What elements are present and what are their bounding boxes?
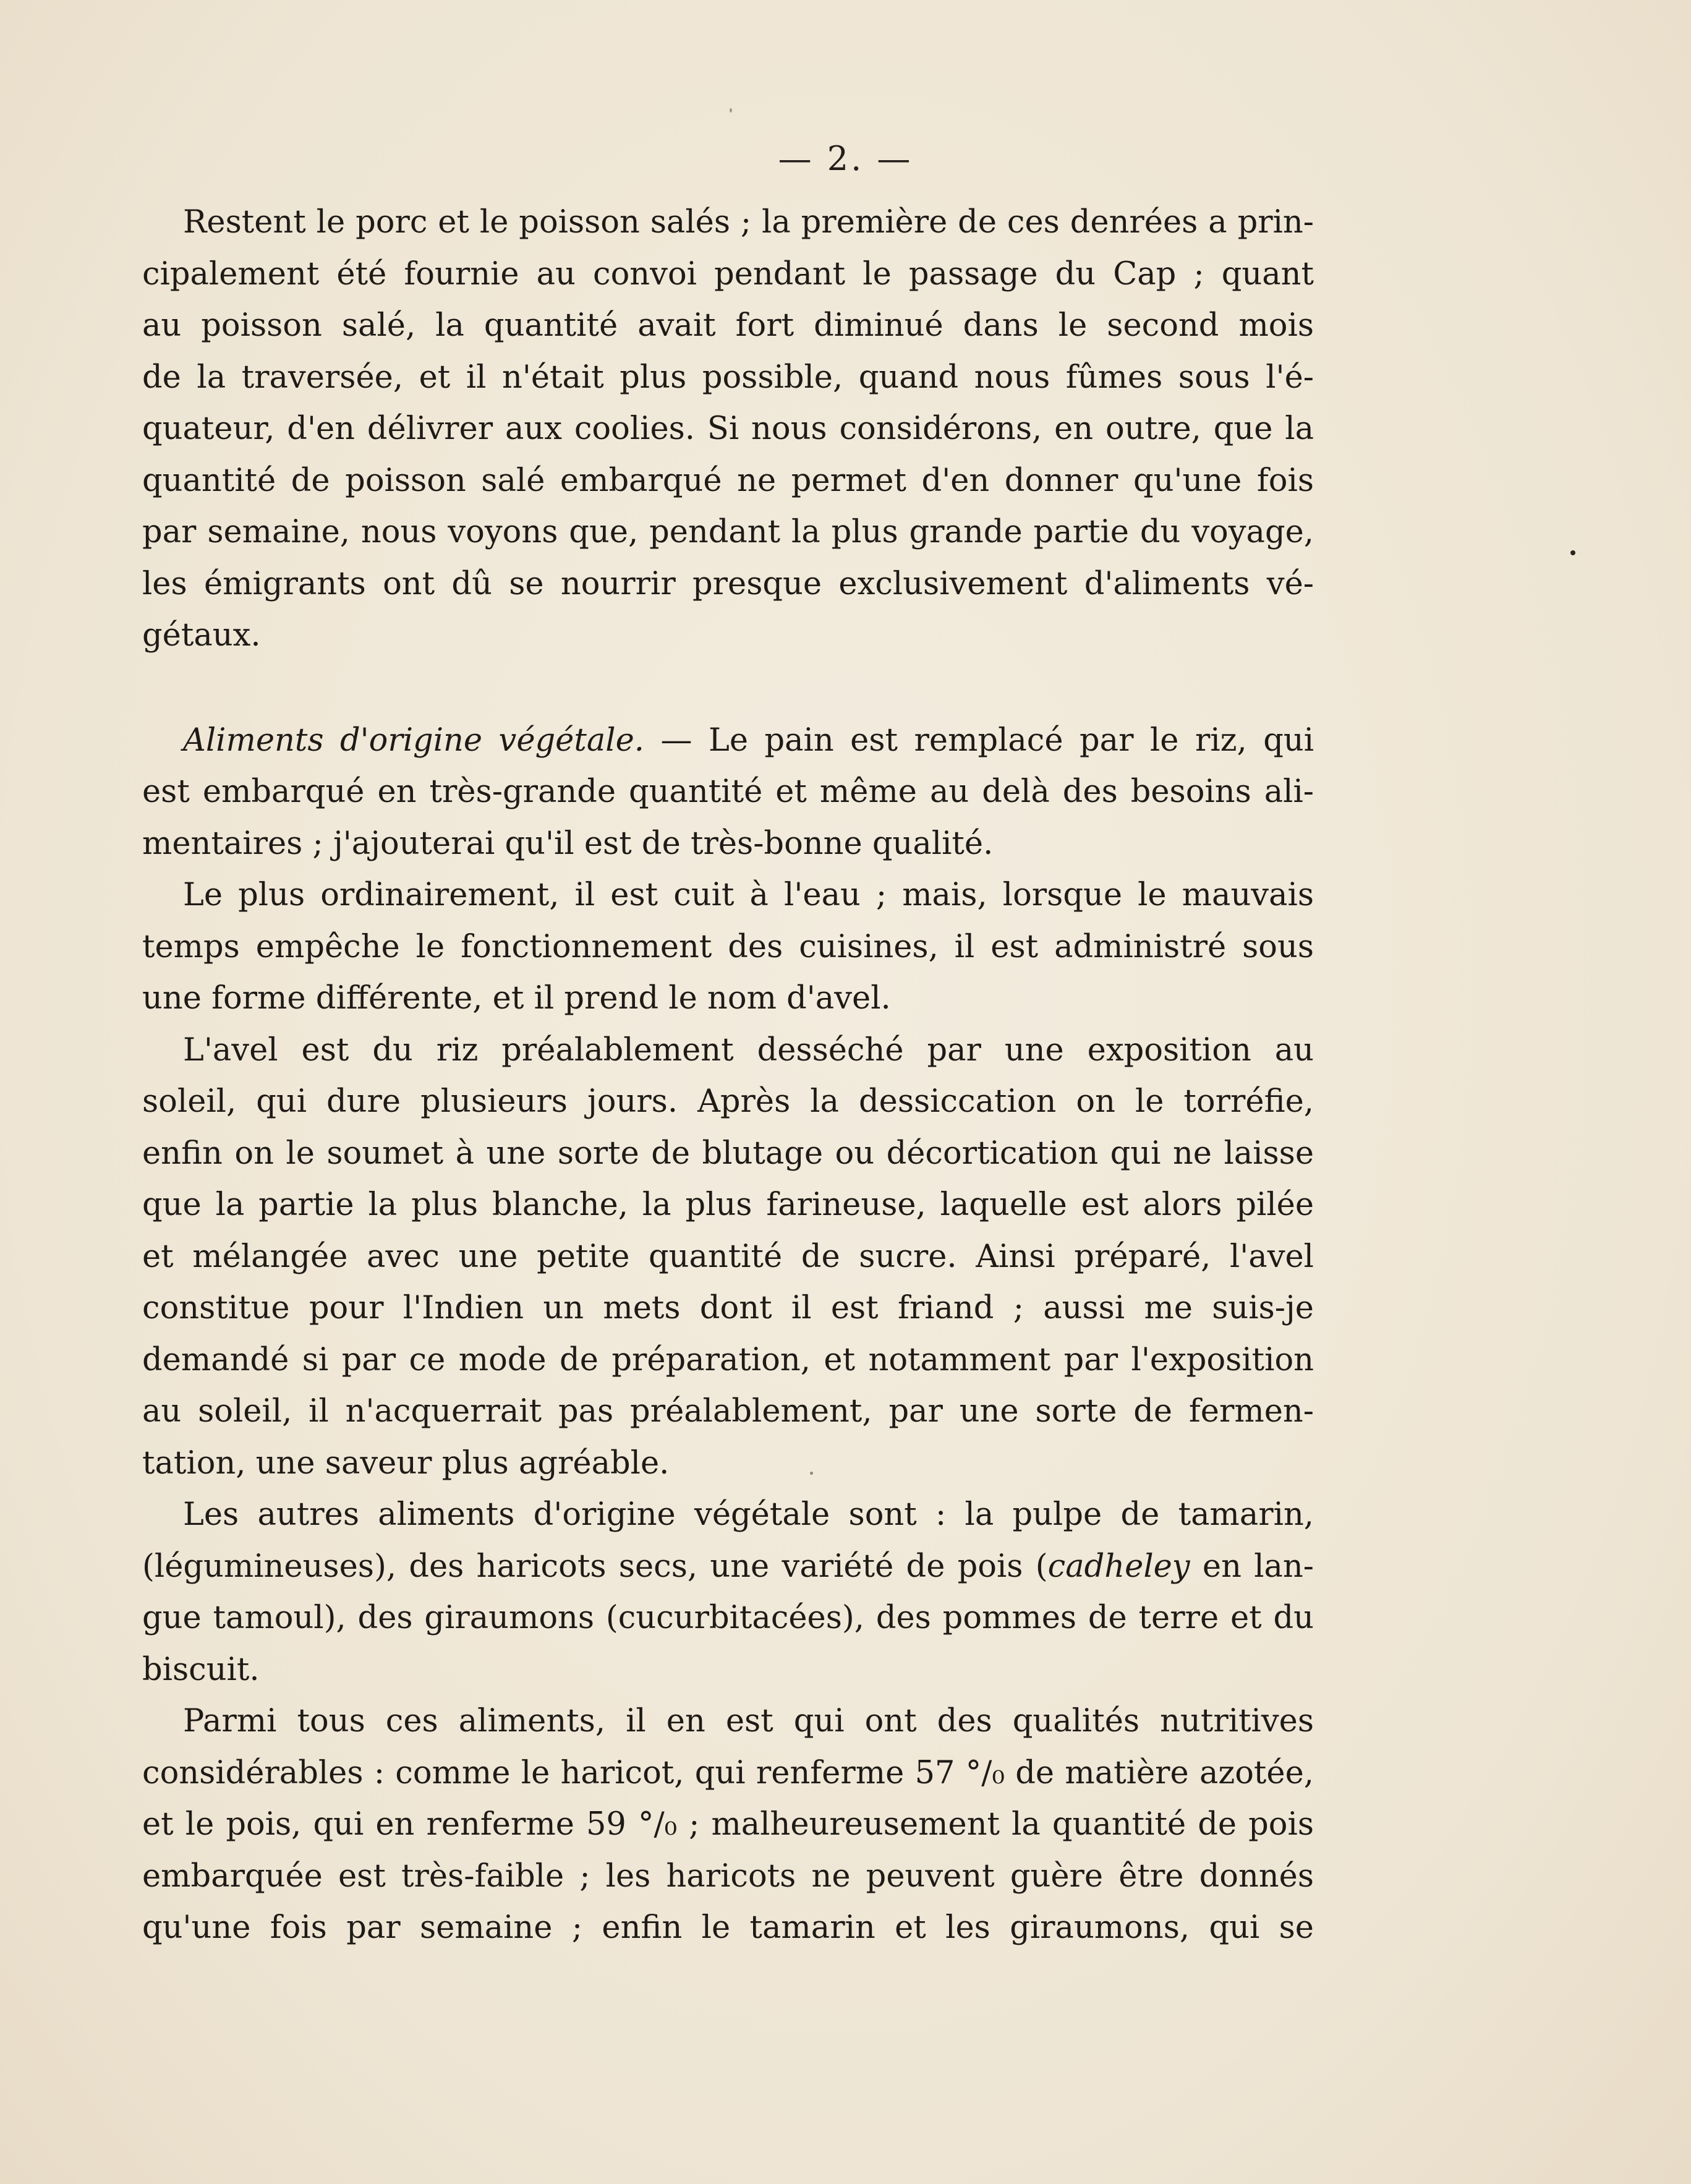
text-line: au soleil, il n'acquerrait pas préalablement, par une sorte de fermen-: [142, 1393, 1314, 1430]
section-heading: Aliments d'origine végétale.: [183, 722, 644, 759]
text-line: Parmi tous ces aliments, il en est qui ont des qualités nutritives: [183, 1703, 1314, 1739]
text-line: embarquée est très-faible ; les haricots ne peuvent guère être donnés: [142, 1858, 1314, 1895]
text-line: considérables : comme le haricot, qui renferme 57 °/₀ de matière azotée,: [142, 1754, 1314, 1791]
paragraph: [142, 715, 1314, 870]
ink-speck: [810, 1472, 813, 1475]
text-line: qu'une fois par semaine ; enfin le tamarin et les giraumons, qui se: [142, 1909, 1314, 1946]
text-line: tation, une saveur plus agréable.: [142, 1444, 670, 1482]
page-number: — 2. —: [778, 139, 913, 178]
text-line: biscuit.: [142, 1651, 260, 1688]
text-line: Les autres aliments d'origine végétale sont : la pulpe de tamarin,: [183, 1496, 1314, 1533]
text-line: quateur, d'en délivrer aux coolies. Si nous considérons, en outre, que la: [142, 411, 1314, 447]
text-line: de la traversée, et il n'était plus possible, quand nous fûmes sous l'é-: [142, 359, 1314, 396]
text-line: Le plus ordinairement, il est cuit à l'eau ; mais, lorsque le mauvais: [183, 877, 1314, 913]
text-line: enfin on le soumet à une sorte de blutage ou décortication qui ne laisse: [142, 1135, 1314, 1172]
text-line: les émigrants ont dû se nourrir presque exclusivement d'aliments vé-: [142, 565, 1314, 602]
text-run: en lan-: [1190, 1548, 1314, 1585]
text-line: est embarqué en très-grande quantité et même au delà des besoins ali-: [142, 774, 1314, 810]
text-line: une forme différente, et il prend le nom d'avel.: [142, 980, 891, 1017]
text-line: par semaine, nous voyons que, pendant la plus grande partie du voyage,: [142, 514, 1314, 550]
text-line: constitue pour l'Indien un mets dont il est friand ; aussi me suis-je: [142, 1290, 1314, 1326]
paragraph: [142, 869, 1314, 1025]
text-line: mentaires ; j'ajouterai qu'il est de très-bonne qualité.: [142, 825, 994, 862]
text-line: temps empêche le fonctionnement des cuisines, il est administré sous: [142, 928, 1314, 965]
paragraph: [142, 1025, 1314, 1490]
paragraph: [142, 197, 1314, 662]
text-line: gue tamoul), des giraumons (cucurbitacées), des pommes de terre et du: [142, 1600, 1314, 1636]
italic-term: cadheley: [1047, 1548, 1190, 1585]
text-line: cipalement été fournie au convoi pendant le passage du Cap ; quant: [142, 255, 1314, 292]
section-gap: [142, 662, 1314, 715]
text-line: gétaux.: [142, 617, 261, 654]
ink-speck: [730, 108, 732, 113]
text-line: soleil, qui dure plusieurs jours. Après la dessiccation on le torréfie,: [142, 1083, 1314, 1120]
text-line: demandé si par ce mode de préparation, et notamment par l'exposition: [142, 1341, 1314, 1378]
text-line: Restent le porc et le poisson salés ; la première de ces denrées a prin-: [183, 204, 1314, 241]
text-line: et le pois, qui en renferme 59 °/₀ ; malheureusement la quantité de pois: [142, 1806, 1314, 1843]
text-line: [142, 1541, 1314, 1593]
paragraph: [142, 1696, 1314, 1954]
text-line: au poisson salé, la quantité avait fort diminué dans le second mois: [142, 307, 1314, 344]
text-line: que la partie la plus blanche, la plus farineuse, laquelle est alors pilée: [142, 1187, 1314, 1223]
text-line: et mélangée avec une petite quantité de sucre. Ainsi préparé, l'avel: [142, 1238, 1314, 1275]
text-line: [142, 715, 1314, 767]
body-text: [142, 197, 1314, 1954]
text-line: L'avel est du riz préalablement desséché par une exposition au: [183, 1031, 1314, 1069]
text-line: quantité de poisson salé embarqué ne permet d'en donner qu'une fois: [142, 462, 1314, 499]
ink-speck: [1570, 550, 1575, 555]
paragraph: [142, 1489, 1314, 1696]
text-run: (légumineuses), des haricots secs, une variété de pois (: [142, 1548, 1048, 1585]
text-run: — Le pain est remplacé par le riz, qui: [644, 722, 1314, 759]
